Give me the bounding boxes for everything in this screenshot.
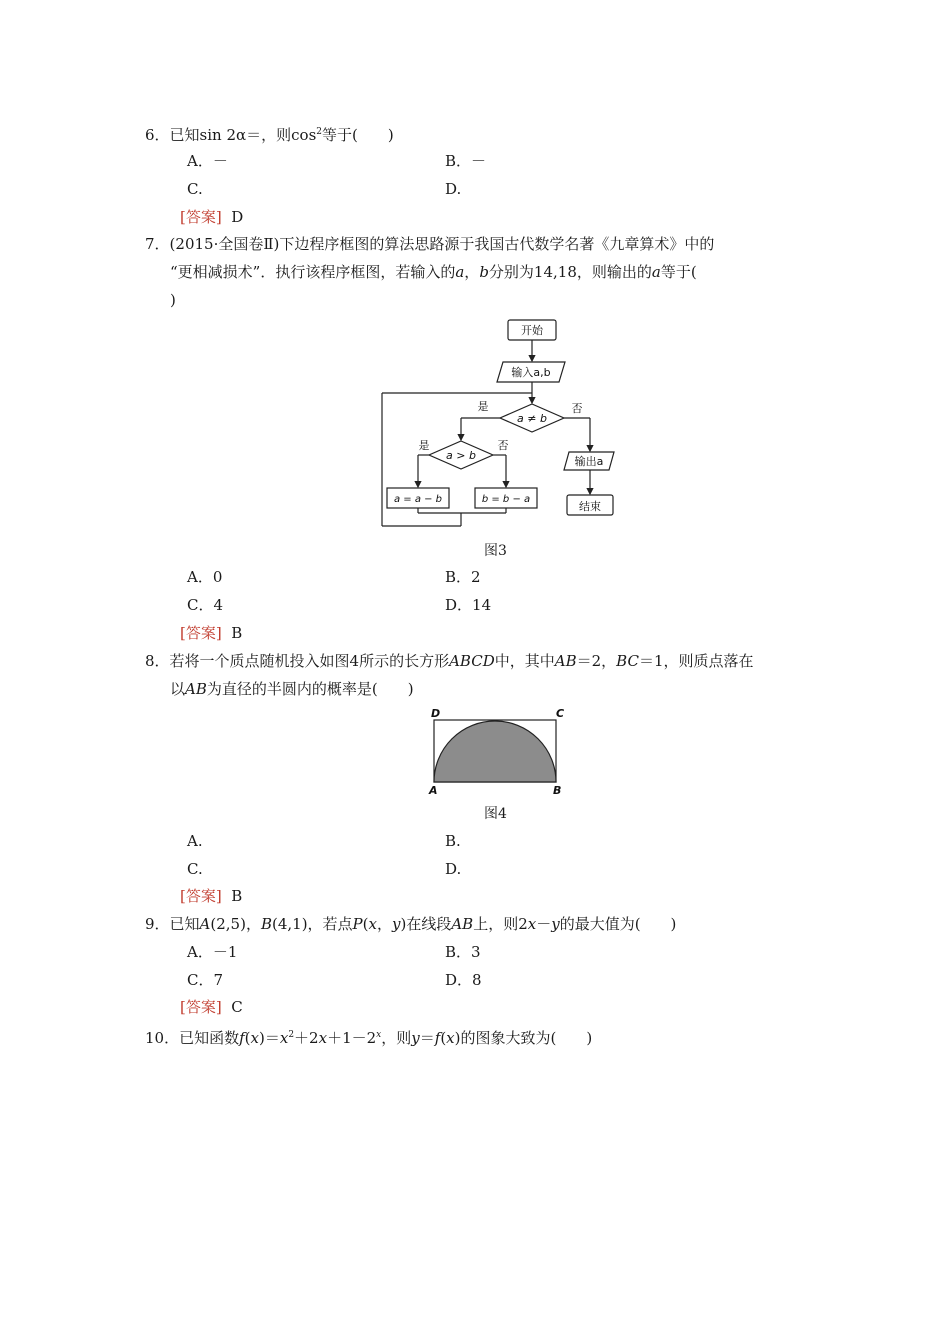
semicircle <box>434 721 556 782</box>
q9-answer: [答案] C <box>180 998 243 1016</box>
q7-option-d: D．14 <box>445 596 492 614</box>
q7-option-a: A．0 <box>187 568 223 586</box>
q8-stem-line1: 8．若将一个质点随机投入如图4所示的长方形ABCD中，其中AB＝2，BC＝1，则质点落在 <box>145 652 754 670</box>
q6-option-d: D. <box>445 180 462 198</box>
q6-option-b: B．－ <box>445 152 487 170</box>
flowchart <box>375 316 625 531</box>
q7-stem-line1: 7．(2015·全国卷Ⅱ)下边程序框图的算法思路源于我国古代数学名著《九章算术》中的 <box>145 235 715 253</box>
figure3-caption: 图3 <box>484 543 507 559</box>
q9-option-b: B．3 <box>445 943 481 961</box>
flow-input-label: 输入a,b <box>511 366 551 379</box>
q10-stem: 10．已知函数$f(x)=x^2+2x+1-2^x$，则y＝f(x)的图象大致为( ) <box>145 1029 593 1047</box>
q7-option-c: C．4 <box>187 596 224 614</box>
vertex-a-label: A <box>429 784 438 797</box>
q8-stem-line2: 以AB为直径的半圆内的概率是( ) <box>170 680 414 698</box>
q7-option-b: B．2 <box>445 568 481 586</box>
flow-cond2-label: a > b <box>446 449 476 462</box>
flow-no2-label: 否 <box>497 439 509 452</box>
q9-option-d: D．8 <box>445 971 482 989</box>
q6-answer: [答案] D <box>180 208 244 226</box>
figure4-caption: 图4 <box>484 806 507 822</box>
q8-option-a: A. <box>187 832 203 850</box>
q8-option-b: B. <box>445 832 461 850</box>
vertex-d-label: D <box>431 707 441 720</box>
flow-assign1-label: a = a − b <box>393 494 443 505</box>
q8-option-d: D. <box>445 860 462 878</box>
vertex-c-label: C <box>556 707 565 720</box>
q6-option-c: C. <box>187 180 203 198</box>
q7-answer: [答案] B <box>180 624 243 642</box>
flow-start-label: 开始 <box>521 324 543 337</box>
flow-output-label: 输出a <box>574 455 604 468</box>
flow-no1-label: 否 <box>571 402 583 415</box>
vertex-b-label: B <box>553 784 562 797</box>
q7-stem-line3: ) <box>170 291 176 309</box>
flow-assign2-label: b = b − a <box>481 494 531 505</box>
flow-cond1-label: a ≠ b <box>517 412 547 425</box>
flow-yes1-label: 是 <box>477 400 489 413</box>
flow-yes2-label: 是 <box>418 439 430 452</box>
q8-option-c: C. <box>187 860 203 878</box>
q6-stem: 6．已知sin 2α＝，则$\cos^2$等于( ) <box>145 126 394 144</box>
rectangle-semicircle-figure <box>422 705 574 800</box>
q9-stem: 9．已知A(2,5)，B(4,1)，若点P(x，y)在线段AB上，则2x－y的最大值为( ) <box>145 915 677 933</box>
q9-option-a: A．－1 <box>187 943 238 961</box>
q9-option-c: C．7 <box>187 971 224 989</box>
q6-option-a: A．－ <box>187 152 228 170</box>
flow-end-label: 结束 <box>579 500 601 513</box>
q7-stem-line2: “更相减损术”．执行该程序框图，若输入的a，b分别为14,18，则输出的a等于( <box>170 263 697 281</box>
q8-answer: [答案] B <box>180 887 243 905</box>
